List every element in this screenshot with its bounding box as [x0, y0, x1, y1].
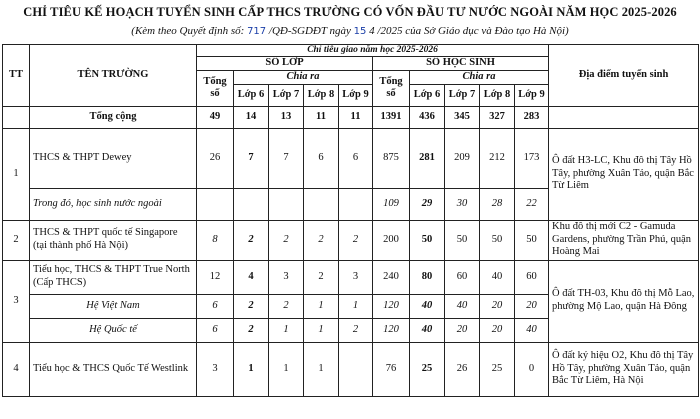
- cell: 20: [515, 294, 549, 318]
- cell: 120: [373, 318, 410, 342]
- school-name: Tiểu học, THCS & THPT True North (Cấp THCS): [30, 260, 197, 294]
- cell: 1: [269, 342, 304, 396]
- cell: 2: [269, 220, 304, 260]
- cell: 120: [373, 294, 410, 318]
- cell: 7: [234, 128, 269, 188]
- header-classes-total: Tổng số: [197, 70, 234, 106]
- cell: 76: [373, 342, 410, 396]
- cell: 212: [480, 128, 515, 188]
- table-row: [3, 342, 699, 396]
- cell: 50: [515, 220, 549, 260]
- header-tt: TT: [3, 45, 30, 107]
- enrollment-quota-table: [2, 44, 699, 397]
- header-classes-grade7: Lớp 7: [269, 84, 304, 106]
- header-students-group: SỐ HỌC SINH: [373, 57, 549, 71]
- header-classes-group: SỐ LỚP: [197, 57, 373, 71]
- cell: 6: [197, 318, 234, 342]
- cell: 281: [410, 128, 445, 188]
- school-location: Ô đất ký hiệu O2, Khu đô thị Tây Hồ Tây, phường Xuân Tảo, quận Bắc Từ Liêm, Hà Nội: [549, 342, 699, 396]
- cell: 1: [304, 318, 339, 342]
- school-name: THCS & THPT Dewey: [30, 128, 197, 188]
- cell: 2: [269, 294, 304, 318]
- cell: 26: [445, 342, 480, 396]
- cell: [234, 188, 269, 220]
- page-title: CHỈ TIÊU KẾ HOẠCH TUYỂN SINH CẤP THCS TRƯỜNG CÓ VỐN ĐẦU TƯ NƯỚC NGOÀI NĂM HỌC 2025-2026: [23, 5, 677, 19]
- cell: 40: [515, 318, 549, 342]
- cell: 3: [197, 342, 234, 396]
- cell: 200: [373, 220, 410, 260]
- cell: 40: [480, 260, 515, 294]
- cell: 0: [515, 342, 549, 396]
- cell: 6: [197, 294, 234, 318]
- header-students-total: Tổng số: [373, 70, 410, 106]
- cell: [197, 188, 234, 220]
- cell: 436: [410, 106, 445, 128]
- sub-row-name: Hệ Quốc tế: [30, 318, 197, 342]
- header-classes-grade9: Lớp 9: [339, 84, 373, 106]
- cell: [339, 188, 373, 220]
- cell: 2: [339, 318, 373, 342]
- cell: 25: [480, 342, 515, 396]
- cell: 60: [445, 260, 480, 294]
- cell: 7: [269, 128, 304, 188]
- cell: 3: [269, 260, 304, 294]
- cell: 11: [339, 106, 373, 128]
- cell: 40: [410, 318, 445, 342]
- cell: 2: [234, 294, 269, 318]
- cell: 40: [410, 294, 445, 318]
- row-tt: 4: [3, 342, 30, 396]
- cell: 2: [304, 260, 339, 294]
- cell: 80: [410, 260, 445, 294]
- cell: 109: [373, 188, 410, 220]
- decision-number-handwritten: 717: [247, 26, 267, 37]
- totals-row: [3, 106, 699, 128]
- header-students-breakdown: Chia ra: [410, 70, 549, 84]
- cell: 50: [410, 220, 445, 260]
- cell: 6: [304, 128, 339, 188]
- school-location: Ô đất TH-03, Khu đô thị Mỗ Lao, phường Mộ Lao, quận Hà Đông: [549, 260, 699, 342]
- table-row: [3, 220, 699, 260]
- header-students-grade7: Lớp 7: [445, 84, 480, 106]
- cell: 327: [480, 106, 515, 128]
- header-classes-breakdown: Chia ra: [234, 70, 373, 84]
- totals-label: Tổng cộng: [30, 106, 197, 128]
- cell: 2: [234, 318, 269, 342]
- cell: 49: [197, 106, 234, 128]
- cell: 240: [373, 260, 410, 294]
- cell: 1: [339, 294, 373, 318]
- header-students-grade8: Lớp 8: [480, 84, 515, 106]
- row-tt: 3: [3, 260, 30, 342]
- cell: 29: [410, 188, 445, 220]
- cell: [304, 188, 339, 220]
- cell: 345: [445, 106, 480, 128]
- cell: 12: [197, 260, 234, 294]
- cell: 3: [339, 260, 373, 294]
- cell: 11: [304, 106, 339, 128]
- cell: 20: [480, 294, 515, 318]
- cell: 26: [197, 128, 234, 188]
- page-subtitle: [0, 25, 700, 37]
- cell: 25: [410, 342, 445, 396]
- table-row: [3, 128, 699, 188]
- subtitle-prefix: (Kèm theo Quyết định số:: [131, 25, 248, 37]
- cell: 8: [197, 220, 234, 260]
- cell: 1: [304, 342, 339, 396]
- cell: 2: [339, 220, 373, 260]
- cell: 30: [445, 188, 480, 220]
- row-tt: 1: [3, 128, 30, 220]
- subtitle-middle: /QĐ-SGDĐT ngày: [266, 25, 354, 37]
- school-location: Khu đô thị mới C2 - Gamuda Gardens, phường Trần Phú, quận Hoàng Mai: [549, 220, 699, 260]
- cell: 20: [445, 318, 480, 342]
- header-school: TÊN TRƯỜNG: [30, 45, 197, 107]
- header-location: Địa điểm tuyển sinh: [549, 45, 699, 107]
- sub-row-name: Trong đó, học sinh nước ngoài: [30, 188, 197, 220]
- totals-tt: [3, 106, 30, 128]
- cell: 1: [269, 318, 304, 342]
- cell: 28: [480, 188, 515, 220]
- cell: 4: [234, 260, 269, 294]
- school-name: Tiểu học & THCS Quốc Tế Westlink: [30, 342, 197, 396]
- cell: 875: [373, 128, 410, 188]
- cell: [269, 188, 304, 220]
- cell: 2: [234, 220, 269, 260]
- totals-location: [549, 106, 699, 128]
- cell: 13: [269, 106, 304, 128]
- school-name: THCS & THPT quốc tế Singapore (tại thành phố Hà Nội): [30, 220, 197, 260]
- cell: 173: [515, 128, 549, 188]
- cell: [339, 342, 373, 396]
- cell: 20: [480, 318, 515, 342]
- cell: 14: [234, 106, 269, 128]
- cell: 50: [445, 220, 480, 260]
- decision-day-handwritten: 15: [353, 26, 367, 37]
- sub-row-name: Hệ Việt Nam: [30, 294, 197, 318]
- cell: 283: [515, 106, 549, 128]
- cell: 6: [339, 128, 373, 188]
- cell: 50: [480, 220, 515, 260]
- row-tt: 2: [3, 220, 30, 260]
- header-students-grade9: Lớp 9: [515, 84, 549, 106]
- subtitle-suffix: 4 /2025 của Sở Giáo dục và Đào tạo Hà Nội): [366, 25, 569, 37]
- header-classes-grade6: Lớp 6: [234, 84, 269, 106]
- header-classes-grade8: Lớp 8: [304, 84, 339, 106]
- cell: 1391: [373, 106, 410, 128]
- header-students-grade6: Lớp 6: [410, 84, 445, 106]
- cell: 209: [445, 128, 480, 188]
- cell: 1: [304, 294, 339, 318]
- school-location: Ô đất H3-LC, Khu đô thị Tây Hồ Tây, phường Xuân Tảo, quận Bắc Từ Liêm: [549, 128, 699, 220]
- cell: 2: [304, 220, 339, 260]
- cell: 40: [445, 294, 480, 318]
- cell: 60: [515, 260, 549, 294]
- cell: 22: [515, 188, 549, 220]
- table-row: [3, 260, 699, 294]
- cell: 1: [234, 342, 269, 396]
- header-quota-group: Chỉ tiêu giao năm học 2025-2026: [197, 45, 549, 57]
